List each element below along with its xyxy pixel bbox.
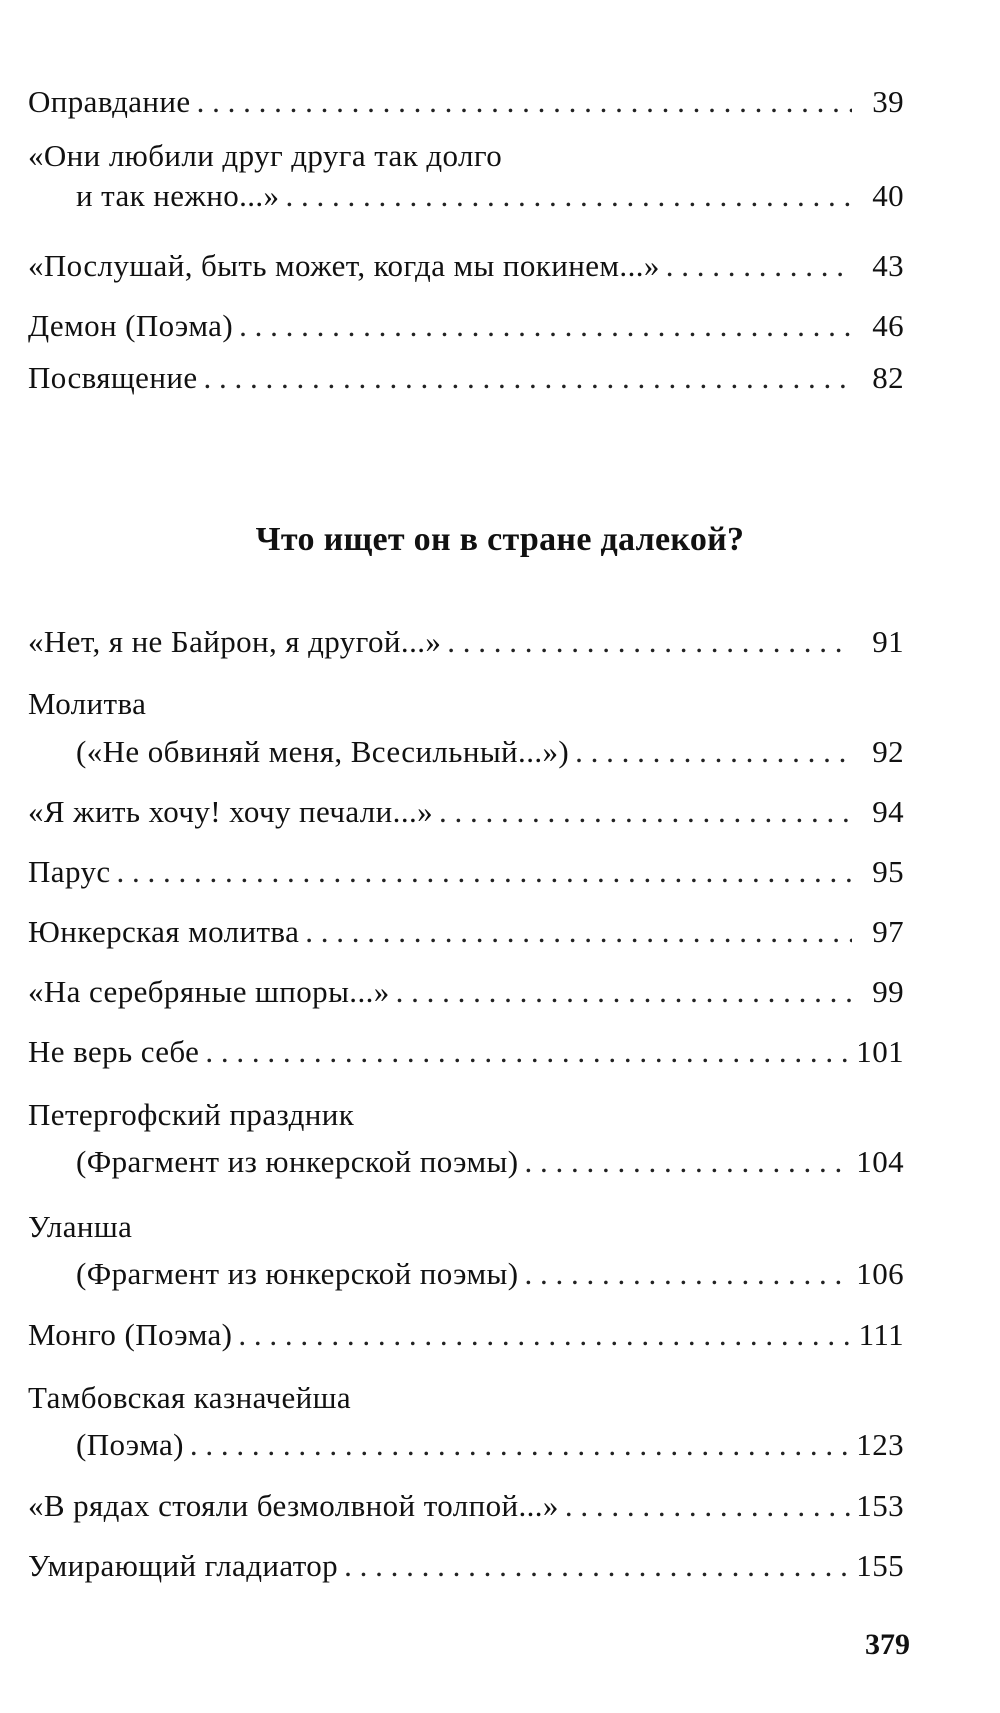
toc-entry-title: Тамбовская казначейша: [28, 1380, 352, 1415]
toc-page-number: 123: [856, 1427, 904, 1462]
toc-page-number: 92: [872, 734, 904, 769]
toc-entry-title: «Послушай, быть может, когда мы покинем...»: [28, 248, 660, 283]
leader-dots: [447, 622, 852, 662]
toc-entry-title: «В рядах стояли безмолвной толпой...»: [28, 1488, 559, 1523]
toc-entry: [28, 1095, 904, 1182]
toc-entry-title: «Они любили друг друга так долго: [28, 138, 503, 173]
leader-dots: [285, 176, 852, 216]
toc-entry-title: Парус: [28, 854, 111, 889]
toc-page-number: 39: [872, 84, 904, 119]
leader-dots: [344, 1546, 850, 1586]
toc-entry: [28, 1032, 904, 1072]
toc-page-number: 43: [872, 248, 904, 283]
toc-page-number: 95: [872, 854, 904, 889]
section-heading: Что ищет он в стране далекой?: [255, 521, 745, 558]
toc-page-number: 91: [872, 624, 904, 659]
toc-entry: [28, 306, 904, 346]
toc-entry-title: Умирающий гладиатор: [28, 1548, 339, 1583]
toc-page-number: 46: [872, 308, 904, 343]
leader-dots: [396, 972, 852, 1012]
toc-entry: [28, 1378, 904, 1465]
toc-entry-subtitle: (Фрагмент из юнкерской поэмы): [76, 1144, 519, 1179]
toc-entry: [28, 792, 904, 832]
leader-dots: [190, 1425, 850, 1465]
leader-dots: [524, 1142, 850, 1182]
leader-dots: [117, 852, 853, 892]
toc-entry: [28, 1207, 904, 1294]
toc-entry-title: «На серебряные шпоры...»: [28, 974, 390, 1009]
toc-entry-subtitle: (Фрагмент из юнкерской поэмы): [76, 1256, 519, 1291]
toc-entry: [28, 622, 904, 662]
leader-dots: [666, 246, 852, 286]
toc-entry-subtitle: (Поэма): [76, 1427, 184, 1462]
toc-entry: [28, 136, 904, 216]
toc-entry: [28, 1486, 904, 1526]
toc-page-number: 99: [872, 974, 904, 1009]
toc-entry: [28, 1546, 904, 1586]
toc-page-number: 104: [856, 1144, 904, 1179]
toc-entry-title: Посвящение: [28, 360, 198, 395]
toc-page-number: 101: [856, 1034, 904, 1069]
toc-entry: [28, 246, 904, 286]
folio-page-number: 379: [865, 1628, 910, 1661]
toc-entry: [28, 358, 904, 398]
toc-page-number: 111: [858, 1317, 904, 1352]
leader-dots: [575, 732, 852, 772]
toc-page-number: 153: [856, 1488, 904, 1523]
leader-dots: [524, 1254, 850, 1294]
toc-entry-title: Молитва: [28, 686, 147, 721]
toc-entry-title: Демон (Поэма): [28, 308, 234, 343]
toc-entry-title: Не верь себе: [28, 1034, 200, 1069]
toc-entry: [28, 852, 904, 892]
toc-entry-title: Оправдание: [28, 84, 191, 119]
toc-entry: [28, 912, 904, 952]
leader-dots: [197, 82, 852, 122]
toc-page-number: 94: [872, 794, 904, 829]
toc-page-number: 82: [872, 360, 904, 395]
leader-dots: [305, 912, 852, 952]
leader-dots: [439, 792, 852, 832]
toc-entry: [28, 972, 904, 1012]
toc-entry-title: Монго (Поэма): [28, 1317, 233, 1352]
toc-entry-title: Уланша: [28, 1209, 133, 1244]
toc-page-number: 155: [856, 1548, 904, 1583]
leader-dots: [238, 1315, 852, 1355]
leader-dots: [203, 358, 852, 398]
toc-entry-title: Петергофский праздник: [28, 1097, 355, 1132]
leader-dots: [565, 1486, 850, 1526]
toc-page-number: 40: [872, 178, 904, 213]
toc-entry-title: «Нет, я не Байрон, я другой...»: [28, 624, 442, 659]
toc-page-number: 106: [856, 1256, 904, 1291]
toc-entry-title: «Я жить хочу! хочу печали...»: [28, 794, 434, 829]
toc-entry: [28, 684, 904, 772]
toc-entry: [28, 82, 904, 122]
toc-page-number: 97: [872, 914, 904, 949]
toc-entry-title: Юнкерская молитва: [28, 914, 300, 949]
leader-dots: [239, 306, 852, 346]
toc-entry-subtitle: («Не обвиняй меня, Всесильный...»): [76, 734, 570, 769]
toc-entry-subtitle: и так нежно...»: [76, 178, 280, 213]
toc-entry: [28, 1315, 904, 1355]
leader-dots: [205, 1032, 850, 1072]
